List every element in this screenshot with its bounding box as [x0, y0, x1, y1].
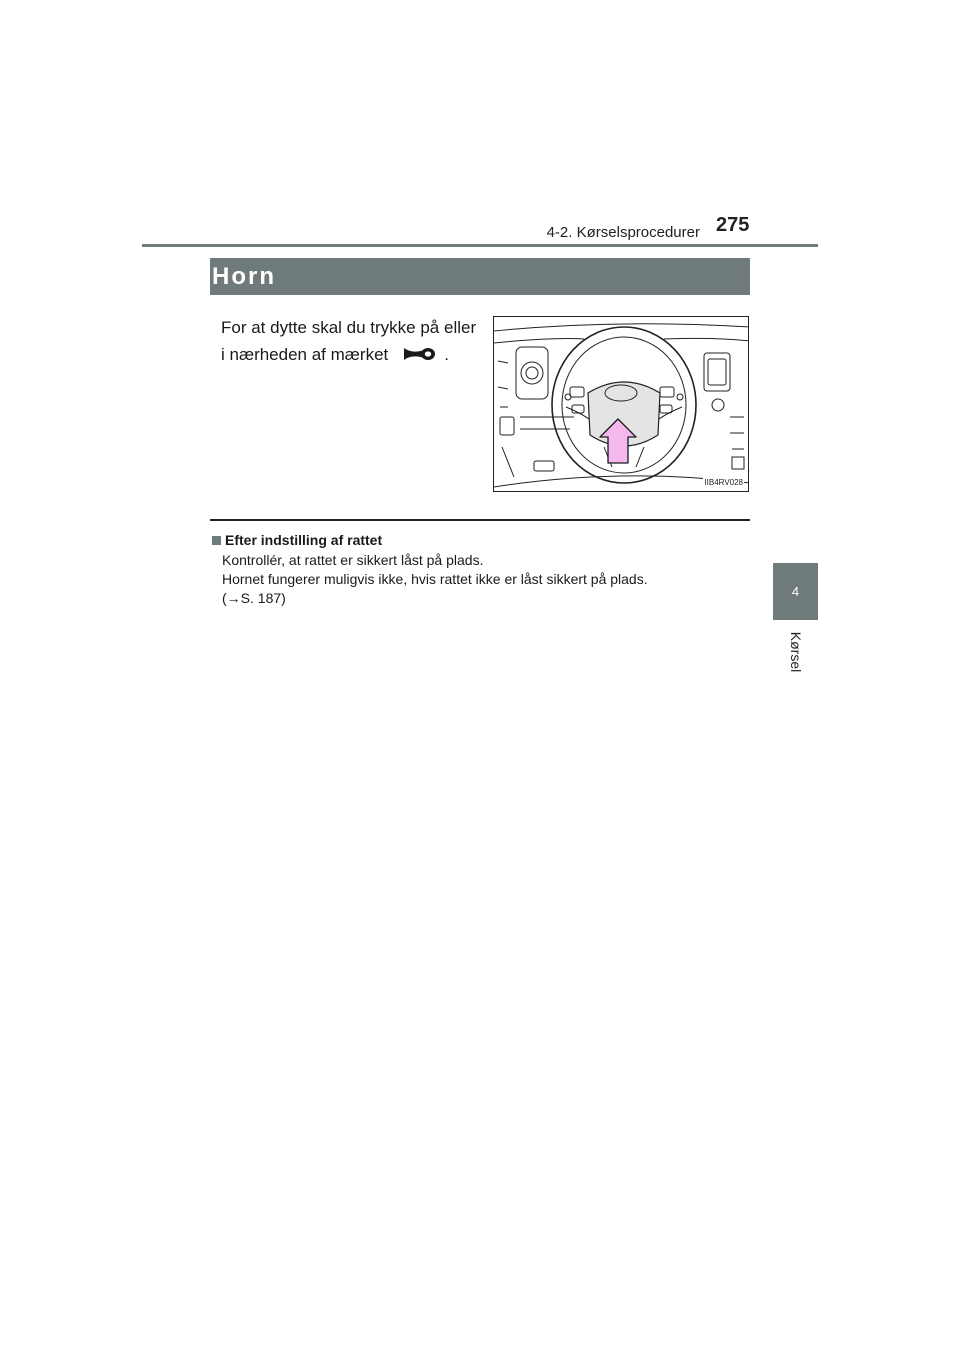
note-line-1: Kontrollér, at rattet er sikkert låst på plads. — [222, 552, 484, 568]
chapter-tab[interactable] — [773, 563, 818, 620]
page-number: 275 — [716, 214, 750, 236]
intro-line-2-text: i nærheden af mærket — [221, 345, 389, 364]
section-title: Horn — [212, 262, 276, 290]
note-block — [212, 530, 752, 608]
note-line-2: Hornet fungerer muligvis ikke, hvis rattet ikke er låst sikkert på plads. — [222, 571, 648, 587]
section-title-bar — [210, 258, 750, 295]
note-title-text: Efter indstilling af rattet — [225, 532, 383, 548]
note-body — [212, 551, 752, 608]
steering-wheel-drawing — [494, 317, 749, 492]
section-divider — [210, 519, 750, 521]
intro-line-1: For at dytte skal du trykke på eller — [221, 318, 477, 337]
steering-wheel-illustration — [493, 316, 749, 492]
intro-line-2 — [221, 341, 491, 368]
header-rule — [142, 244, 818, 247]
note-page-reference[interactable]: (→S. 187) — [222, 590, 286, 606]
figure-code: IIB4RV028 — [704, 478, 743, 487]
intro-text — [221, 314, 491, 368]
horn-icon — [402, 345, 438, 363]
chapter-tab-number: 4 — [791, 584, 800, 599]
chapter-heading: 4-2. Kørselsprocedurer — [546, 224, 700, 241]
intro-line-2-period: . — [444, 345, 449, 364]
chapter-tab-label: Kørsel — [788, 631, 804, 673]
note-heading — [212, 530, 752, 550]
bullet-square-icon — [212, 536, 221, 545]
